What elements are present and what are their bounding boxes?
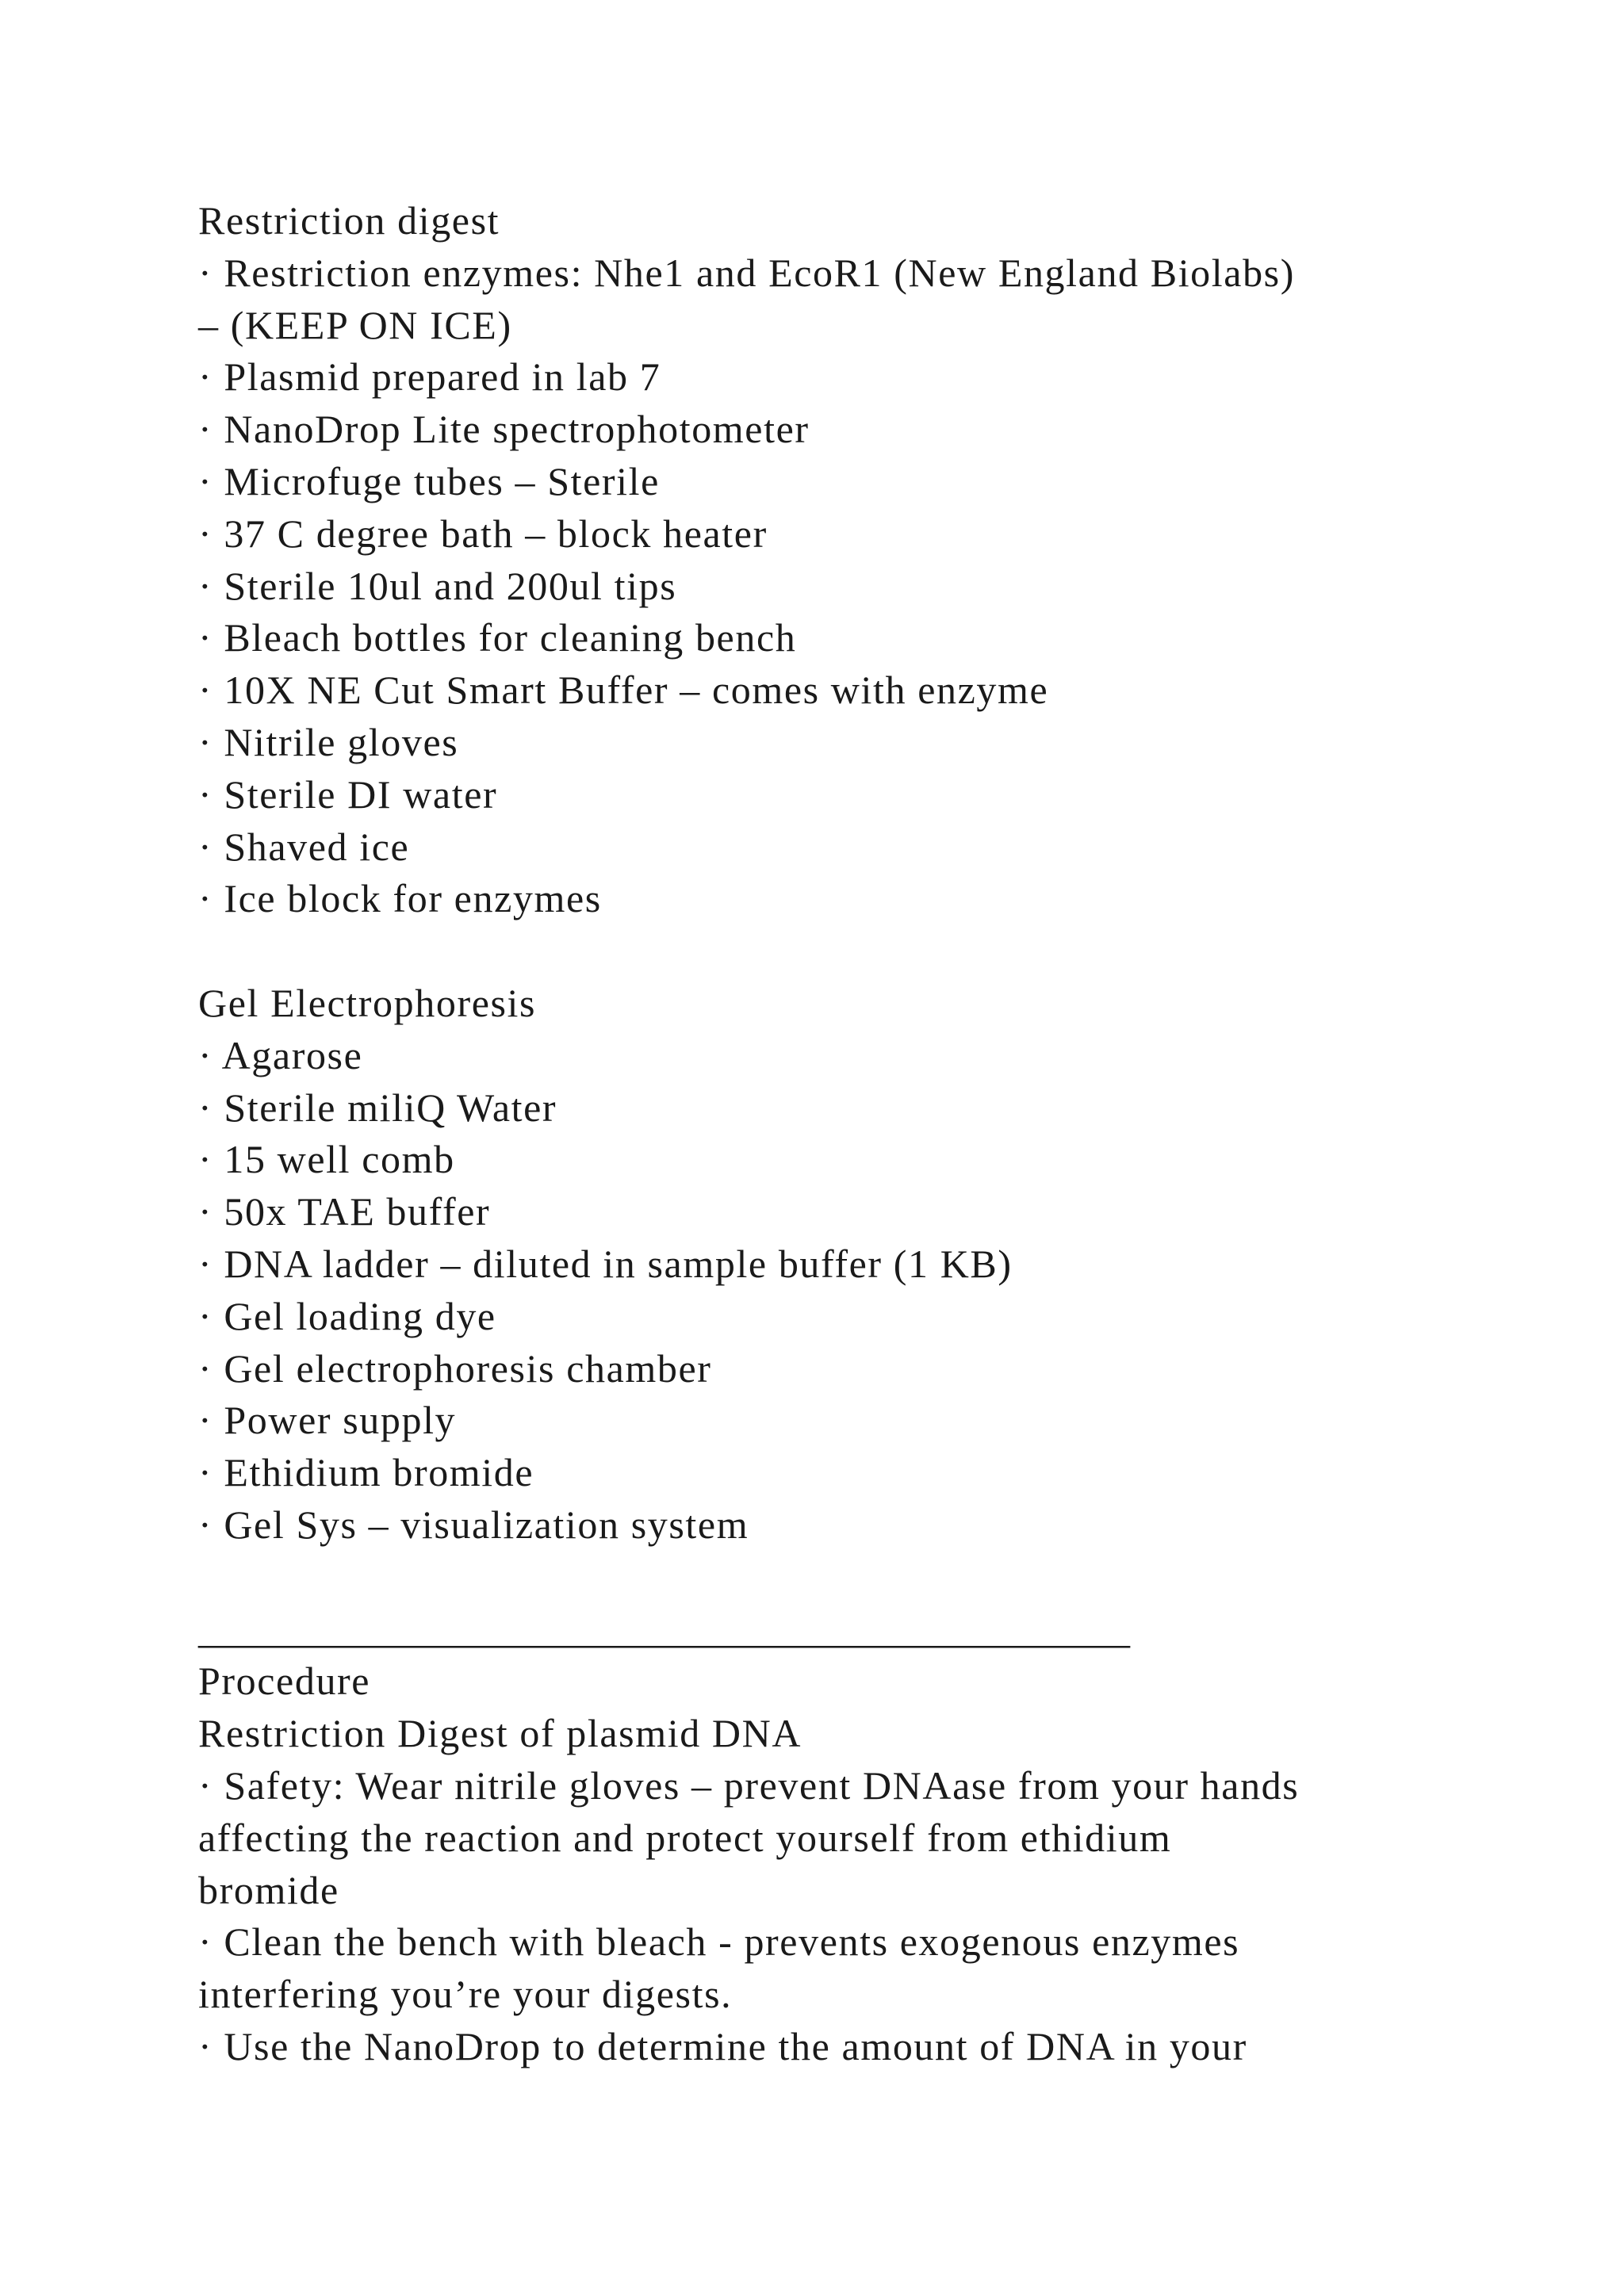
divider-line: _______________________________________________ <box>198 1606 1130 1651</box>
list-item: · Nitrile gloves <box>198 719 459 764</box>
procedure-line: · Clean the bench with bleach - prevents exogenous enzymes <box>198 1919 1240 1965</box>
paragraph-spacer <box>198 1552 1483 1604</box>
list-item: · 50x TAE buffer <box>198 1189 491 1234</box>
document-body <box>198 195 1483 2073</box>
list-item: · Sterile 10ul and 200ul tips <box>198 563 677 608</box>
list-item: · Gel loading dye <box>198 1293 496 1338</box>
list-item: · 15 well comb <box>198 1137 455 1182</box>
list-item: · Shaved ice <box>198 824 410 869</box>
procedure-line: · Safety: Wear nitrile gloves – prevent DNAase from your hands <box>198 1762 1300 1808</box>
list-item: · 10X NE Cut Smart Buffer – comes with enzyme <box>198 668 1049 713</box>
list-item: · Power supply <box>198 1398 457 1443</box>
list-item: · Microfuge tubes – Sterile <box>198 458 660 503</box>
list-item: · Bleach bottles for cleaning bench <box>198 615 797 660</box>
list-item: · Sterile miliQ Water <box>198 1085 557 1130</box>
list-item: – (KEEP ON ICE) <box>198 302 512 347</box>
list-item: · Sterile DI water <box>198 771 498 817</box>
list-item: · Plasmid prepared in lab 7 <box>198 354 661 400</box>
section-heading-gel-electrophoresis: Gel Electrophoresis <box>198 980 537 1025</box>
paragraph-spacer <box>198 925 1483 978</box>
list-item: · Agarose <box>198 1032 363 1077</box>
list-item: · 37 C degree bath – block heater <box>198 511 768 556</box>
section-heading-procedure: Procedure <box>198 1659 371 1704</box>
procedure-line: bromide <box>198 1867 339 1912</box>
list-item: · Restriction enzymes: Nhe1 and EcoR1 (New England Biolabs) <box>198 250 1295 295</box>
section-heading-restriction-digest: Restriction digest <box>198 198 500 243</box>
subheading-restriction-digest-plasmid: Restriction Digest of plasmid DNA <box>198 1711 802 1756</box>
list-item: · DNA ladder – diluted in sample buffer (1 KB) <box>198 1241 1013 1286</box>
list-item: · Gel Sys – visualization system <box>198 1502 749 1547</box>
procedure-line: interfering you’re your digests. <box>198 1972 733 2017</box>
list-item: · Gel electrophoresis chamber <box>198 1345 712 1391</box>
list-item: · Ice block for enzymes <box>198 876 602 921</box>
procedure-line: affecting the reaction and protect yourself from ethidium <box>198 1815 1172 1860</box>
list-item: · Ethidium bromide <box>198 1450 534 1495</box>
procedure-line: · Use the NanoDrop to determine the amount of DNA in your <box>198 2023 1247 2068</box>
list-item: · NanoDrop Lite spectrophotometer <box>198 407 810 452</box>
